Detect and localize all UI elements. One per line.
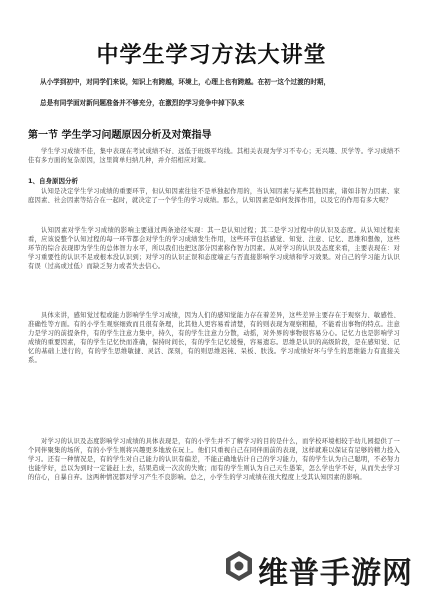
paragraph-2: 认知是决定学生学习成绩的重要环节，但认知因素往往不是单独起作用的，当认知因素与某些其他因素，诸如非智力因素、家庭因素、社会因素等结合在一起时，就决定了一个学生的学习成绩。那么，认知因素是如何发挥作用，以及它的作用有多大呢？: [28, 188, 400, 205]
paragraph-4: 具体来讲，感知觉过程或能力影响学生学习成绩，因为人们的感知觉能力存在着差异，这些差异主要存在于观察力、敏感性、准确性等方面。有的小学生观察细致而且很有条理，比其他人更容易看清楚，有的则表现为观察粗糙，不能看出事物的特点。注意力是学习的前提条件，有的学生注意力集中，持久，有的学生注意力分散，动摇，对外界的事物很容易分心。记忆力也是影响学习成绩的重要因素，有的学生记忆快而准确，保持时间长，有的学生记忆缓慢，容易遗忘。思维是认识的高级阶段，是在感知觉、记忆的基础上进行的，有的学生思维敏捷、灵活、深刻，有的则思维迟钝、呆板、肤浅。学习成绩好坏与学生的思维能力有直接关系。: [28, 312, 400, 365]
section-title: 第一节 学生学习问题原因分析及对策指导: [28, 130, 212, 141]
paragraph-5: 对学习的认识及态度影响学习成绩的具体表现是，有的小学生并不了解学习的目的是什么，而学校环境相较于幼儿园提供了一个同伴聚集的场所，有的小学生则将兴趣更多地放在玩上。他们只重视自己在同伴面前的表现，这样就难以保证有足够的精力投入学习。还有一种情况是，有的学生对自己能力的认识有偏差，不能正确地估计自己的学习能力，有的学生认为自己聪明，不必努力也能学好，总以为到时一定能赶上去，结果造成一次次的失败；而有的学生则认为自己天生愚笨，怎么学也学不好，从而失去学习的信心，自暴自弃。这两种情况都对学习产生不良影响。总之，小学生的学习成绩在很大程度上受其认知因素的影响。: [28, 438, 400, 482]
watermark-text: 维普手游网: [258, 556, 413, 591]
intro-line-1: 从小学到初中，对同学们来说，知识上有跨越，环境上，心理上也有跨越。在初一这个过渡的时期，: [40, 78, 331, 86]
intro-line-2: 总是有同学面对新问题准备并不够充分，在激烈的学习竞争中掉下队来: [40, 99, 245, 107]
paragraph-1: 学生学习成绩不佳，集中表现在考试成绩不好、远低于班级平均线。其相关表现为学习不专心；无兴趣、厌学等。学习成绩不佳有多方面的复杂原因，这里简单归纳几种，并介绍相应对策。: [28, 148, 400, 165]
watermark: [222, 548, 413, 592]
document-title: 中学生学习方法大讲堂: [96, 43, 327, 68]
subsection-title: 1、自身原因分析: [28, 177, 79, 185]
hexagon-logo-icon: [222, 549, 256, 591]
paragraph-3: 认知因素对学生学习成绩的影响主要通过两条途径实现：其一是认知过程；其二是学习过程中的认识及态度。从认知过程来看，应该说整个认知过程的每一环节都会对学生的学习成绩发生作用，这些环节包括感觉、知觉、注意、记忆、思维和想像，这些环节的综合表现即为学生的总体智力水平，所以我们也把这部分因素称作智力因素。从对学习的认识及态度来看，主要表现在：对学习重要性的认识不足或根本没认识到；对学习的认识正误和态度端正与否直接影响学习成绩和学习效果。对自己的学习能力认识有误（过高或过低）而缺乏努力或者失去信心。: [28, 227, 400, 271]
